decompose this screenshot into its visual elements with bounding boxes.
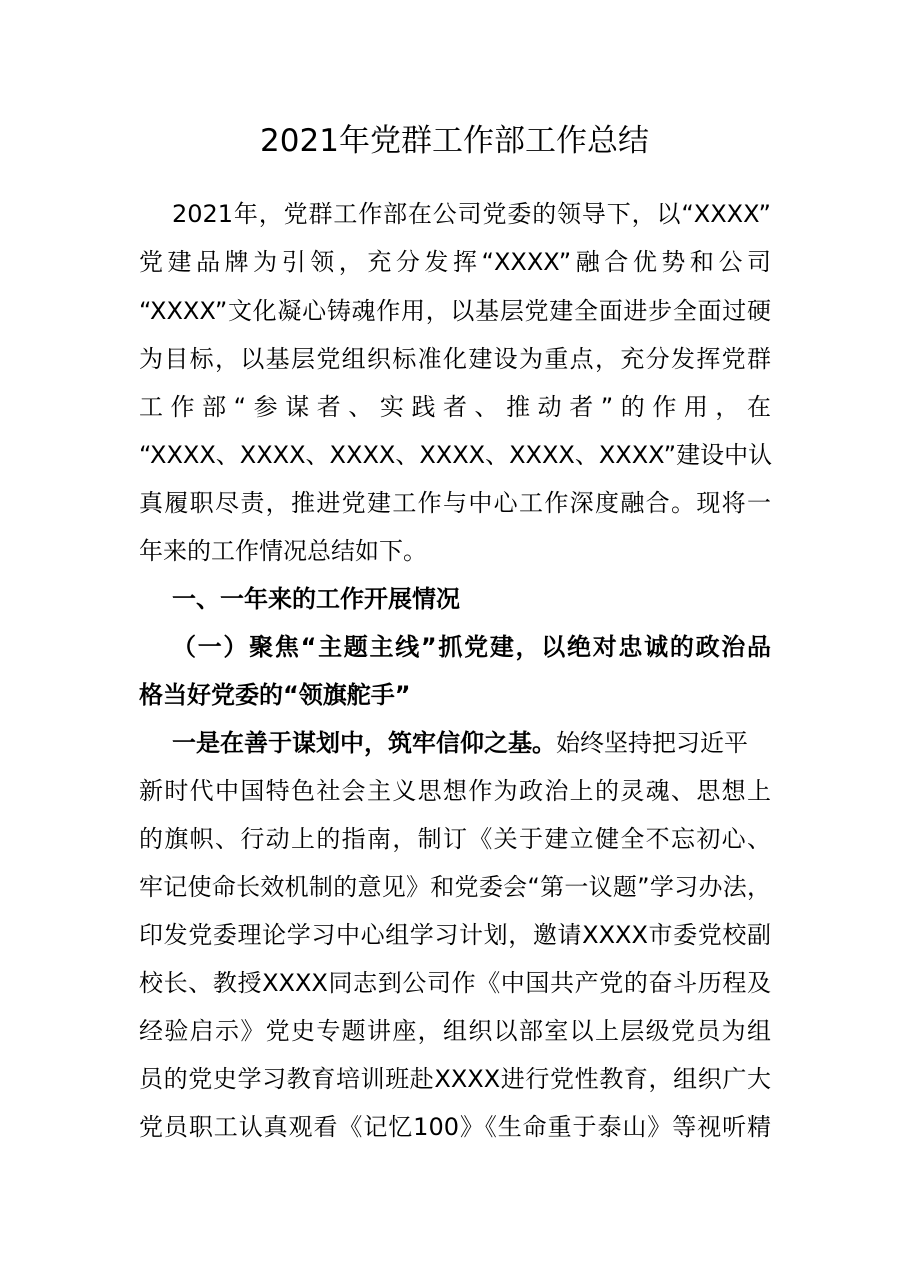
paragraph-line: 牢记使命长效机制的意见》和党委会“第一议题”学习办法， [139, 873, 771, 901]
paragraph-line: 经验启示》党史专题讲座，组织以部室以上层级党员为组 [139, 1017, 771, 1045]
paragraph-text: 始终坚持把习近平 [556, 729, 748, 757]
paragraph-line: 的旗帜、行动上的指南，制订《关于建立健全不忘初心、 [139, 825, 771, 853]
document-title: 2021年党群工作部工作总结 [260, 123, 649, 159]
paragraph-line: 党建品牌为引领，充分发挥“XXXX”融合优势和公司 [139, 248, 771, 276]
paragraph-line: 新时代中国特色社会主义思想作为政治上的灵魂、思想上 [139, 777, 771, 805]
subsection-heading: 格当好党委的“领旗舵手” [139, 681, 411, 709]
subsection-heading: （一）聚焦“主题主线”抓党建，以绝对忠诚的政治品 [172, 633, 771, 661]
paragraph-line: 工作部“参谋者、实践者、推动者”的作用，在 [139, 393, 771, 421]
paragraph-line: 党员职工认真观看《记忆100》《生命重于泰山》等视听精 [139, 1113, 771, 1141]
paragraph-line: 员的党史学习教育培训班赴XXXX进行党性教育，组织广大 [139, 1065, 771, 1093]
paragraph-line: 真履职尽责，推进党建工作与中心工作深度融合。现将一 [139, 489, 771, 517]
paragraph-line: 年来的工作情况总结如下。 [139, 537, 427, 565]
paragraph-line: 校长、教授XXXX同志到公司作《中国共产党的奋斗历程及 [139, 969, 771, 997]
section-heading: 一、一年来的工作开展情况 [172, 585, 460, 613]
paragraph-line: “XXXX”文化凝心铸魂作用，以基层党建全面进步全面过硬 [139, 297, 771, 325]
paragraph-line: “XXXX、XXXX、XXXX、XXXX、XXXX、XXXX”建设中认 [139, 441, 773, 469]
paragraph-line: 2021年，党群工作部在公司党委的领导下，以“XXXX” [172, 200, 771, 228]
paragraph-line [172, 726, 771, 760]
paragraph-line: 为目标，以基层党组织标准化建设为重点，充分发挥党群 [139, 345, 771, 373]
bold-lead-phrase: 一是在善于谋划中，筑牢信仰之基。 [172, 729, 556, 757]
paragraph-line: 印发党委理论学习中心组学习计划，邀请XXXX市委党校副 [139, 921, 771, 949]
